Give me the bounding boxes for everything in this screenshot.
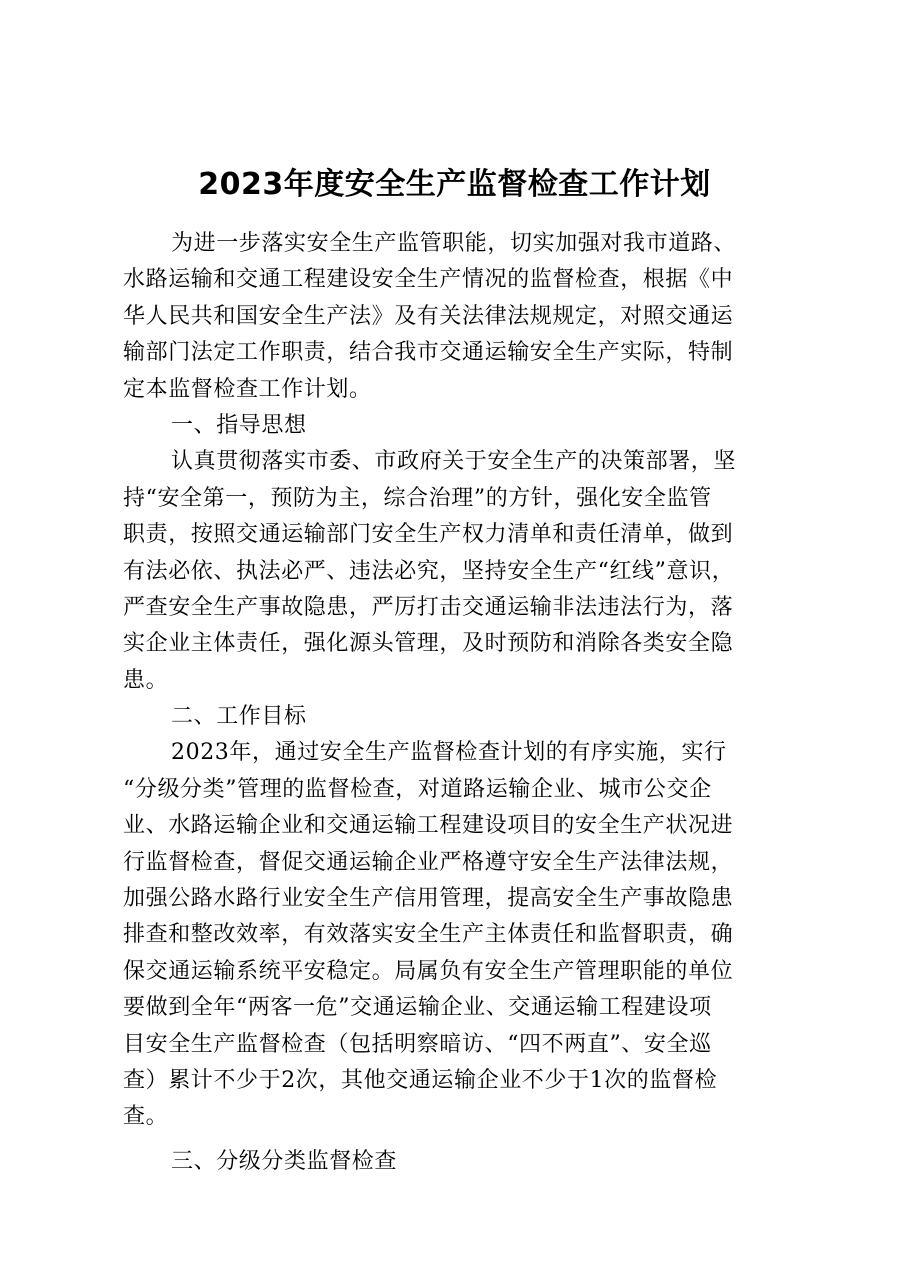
paragraph-goals-line: 加强公路水路行业安全生产信用管理，提高安全生产事故隐患: [123, 886, 734, 912]
paragraph-goals-line: 排查和整改效率，有效落实安全生产主体责任和监督职责，确: [123, 922, 734, 948]
paragraph-goals-line: 业、水路运输企业和交通运输工程建设项目的安全生产状况进: [123, 813, 734, 839]
paragraph-guiding-line: 职责，按照交通运输部门安全生产权力清单和责任清单，做到: [123, 522, 734, 548]
paragraph-intro-line: 水路运输和交通工程建设安全生产情况的监督检查，根据《中: [123, 267, 734, 293]
paragraph-goals-line: 目安全生产监督检查（包括明察暗访、“四不两直”、安全巡: [123, 1031, 712, 1057]
paragraph-goals-line: 保交通运输系统平安稳定。局属负有安全生产管理职能的单位: [123, 958, 734, 984]
paragraph-guiding-line: 持“安全第一，预防为主，综合治理”的方针，强化安全监管: [123, 485, 712, 511]
paragraph-goals-line: 要做到全年“两客一危”交通运输企业、交通运输工程建设项: [123, 995, 712, 1021]
paragraph-guiding-line: 认真贯彻落实市委、市政府关于安全生产的决策部署，坚: [171, 449, 737, 475]
paragraph-goals-line: 查。: [123, 1104, 169, 1130]
paragraph-goals-line: 2023年，通过安全生产监督检查计划的有序实施，实行: [171, 740, 727, 766]
paragraph-guiding-line: 严查安全生产事故隐患，严厉打击交通运输非法违法行为，落: [123, 594, 734, 620]
paragraph-intro-line: 华人民共和国安全生产法》及有关法律法规规定，对照交通运: [123, 303, 734, 329]
section-heading-work-goals: 二、工作目标: [171, 704, 307, 730]
paragraph-goals-line: “分级分类”管理的监督检查，对道路运输企业、城市公交企: [123, 776, 712, 802]
document-body: [123, 226, 803, 1180]
section-heading-guiding-ideology: 一、指导思想: [171, 412, 307, 438]
section-heading-graded-supervision: 三、分级分类监督检查: [171, 1148, 398, 1174]
paragraph-goals-line: 行监督检查，督促交通运输企业严格遵守安全生产法律法规，: [123, 849, 734, 875]
paragraph-guiding-line: 有法必依、执法必严、违法必究，坚持安全生产“红线”意识，: [123, 558, 735, 584]
paragraph-intro-line: 输部门法定工作职责，结合我市交通运输安全生产实际，特制: [123, 340, 734, 366]
paragraph-guiding-line: 实企业主体责任，强化源头管理，及时预防和消除各类安全隐: [123, 631, 734, 657]
paragraph-goals-line: 查）累计不少于2次，其他交通运输企业不少于1次的监督检: [123, 1067, 718, 1093]
document-title: 2023年度安全生产监督检查工作计划: [198, 167, 711, 202]
paragraph-intro-line: 为进一步落实安全生产监管职能，切实加强对我市道路、: [171, 231, 737, 256]
paragraph-guiding-line: 患。: [123, 667, 169, 693]
section-spacer: [123, 1136, 803, 1144]
paragraph-intro-line: 定本监督检查工作计划。: [123, 376, 372, 402]
